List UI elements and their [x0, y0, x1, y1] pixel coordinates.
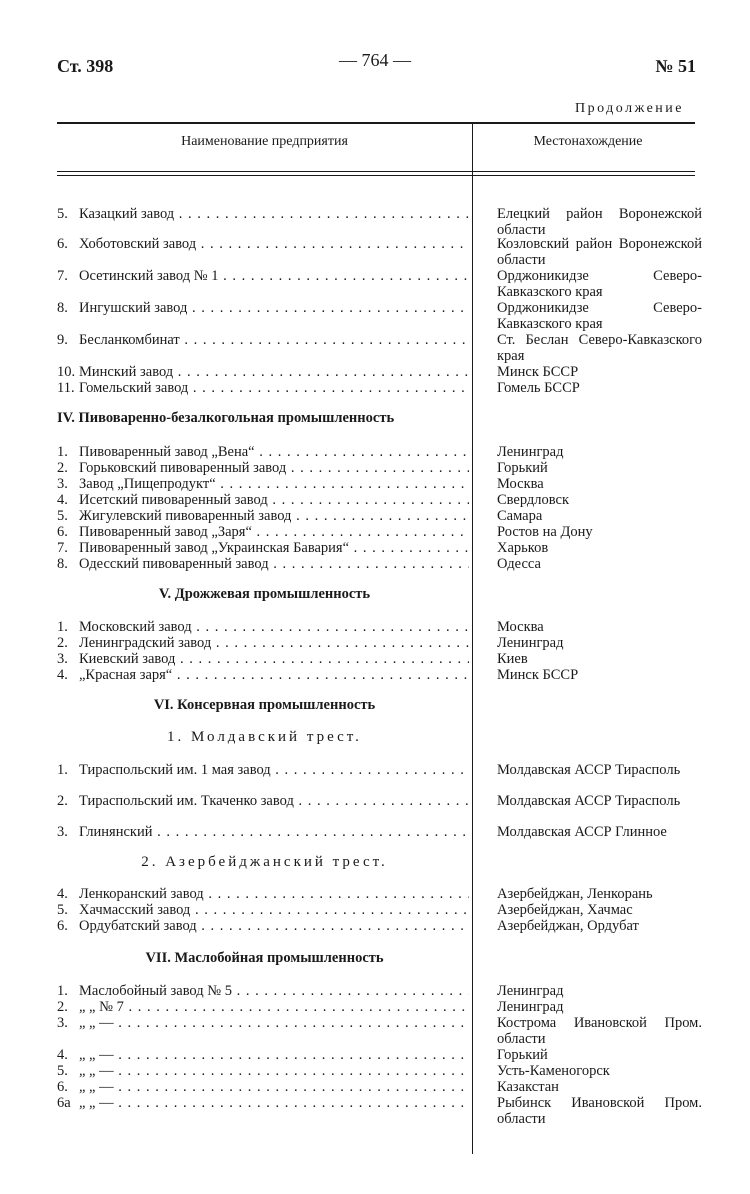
- enterprise-location: Москва: [497, 476, 544, 492]
- enterprise-name: Ордубатский завод: [79, 918, 197, 934]
- enterprise-location: Казакстан: [497, 1079, 559, 1095]
- enterprise-name: Казацкий завод: [79, 206, 175, 222]
- enterprise-location: Горький: [497, 460, 548, 476]
- section-heading: VII. Маслобойная промышленность: [145, 950, 384, 966]
- enterprise-name: Осетинский завод № 1: [79, 268, 219, 284]
- enterprise-location: Рыбинск Ивановской Пром. области: [497, 1095, 702, 1127]
- enterprise-location: Азербейджан, Ленкорань: [497, 886, 653, 902]
- enterprise-location: Кострома Ивановской Пром. области: [497, 1015, 702, 1047]
- enterprise-location: Ленинград: [497, 635, 564, 651]
- enterprise-name: Пивоваренный завод „Вена“: [79, 444, 255, 460]
- page-number: — 764 —: [339, 50, 411, 70]
- enterprise-name: Гомельский завод: [79, 380, 189, 396]
- enterprise-name: „ „ —: [79, 1047, 114, 1063]
- enterprise-location: Гомель БССР: [497, 380, 580, 396]
- section-heading: IV. Пивоваренно-безалкогольная промышленность: [57, 410, 395, 426]
- enterprise-name: Киевский завод: [79, 651, 176, 667]
- enterprise-location: Молдавская АССР Глинное: [497, 824, 667, 840]
- enterprise-location: Ленинград: [497, 999, 564, 1015]
- enterprise-name: Хоботовский завод: [79, 236, 197, 252]
- enterprise-name: Завод „Пищепродукт“: [79, 476, 216, 492]
- enterprise-name: Одесский пивоваренный завод: [79, 556, 269, 572]
- enterprise-location: Азербейджан, Хачмас: [497, 902, 633, 918]
- enterprise-name: „ „ —: [79, 1095, 114, 1111]
- enterprise-name: Ленкоранский завод: [79, 886, 204, 902]
- statute-number: Ст. 398: [57, 56, 114, 76]
- enterprise-location: Одесса: [497, 556, 541, 572]
- column-header-location: Местонахождение: [533, 134, 643, 149]
- enterprise-location: Орджоникидзе Северо-Кавказского края: [497, 268, 702, 300]
- enterprise-location: Свердловск: [497, 492, 570, 508]
- enterprise-location: Ленинград: [497, 444, 564, 460]
- column-divider: [472, 124, 473, 1154]
- enterprise-location: Ростов на Дону: [497, 524, 593, 540]
- enterprise-location: Минск БССР: [497, 364, 579, 380]
- page-header: [0, 50, 750, 80]
- enterprise-name: Горьковский пивоваренный завод: [79, 460, 287, 476]
- enterprise-location: Ленинград: [497, 983, 564, 999]
- header-bottom-rule-2: [57, 175, 695, 176]
- enterprise-name: Ленинградский завод: [79, 635, 212, 651]
- enterprise-name: Пивоваренный завод „Заря“: [79, 524, 252, 540]
- enterprise-location: Елецкий район Воронежской области: [497, 206, 702, 238]
- enterprise-name: Глинянский: [79, 824, 153, 840]
- enterprise-location: Самара: [497, 508, 543, 524]
- enterprise-location: Минск БССР: [497, 667, 579, 683]
- section-heading: V. Дрожжевая промышленность: [158, 586, 371, 602]
- enterprise-location: Козловский район Воронежской области: [497, 236, 702, 268]
- enterprise-location: Москва: [497, 619, 544, 635]
- continuation-label: Продолжение: [574, 101, 684, 116]
- enterprise-name: „ „ —: [79, 1063, 114, 1079]
- enterprise-location: Орджоникидзе Северо-Кавказского края: [497, 300, 702, 332]
- section-heading: VI. Консервная промышленность: [153, 697, 376, 713]
- enterprise-name: Маслобойный завод № 5: [79, 983, 232, 999]
- enterprise-location: Ст. Беслан Северо-Кавказского края: [497, 332, 702, 364]
- subsection-heading: 1. Молдавский трест.: [167, 729, 362, 745]
- enterprise-location: Молдавская АССР Тирасполь: [497, 762, 681, 778]
- enterprise-name: Московский завод: [79, 619, 192, 635]
- enterprise-name: Жигулевский пивоваренный завод: [79, 508, 292, 524]
- enterprise-name: Тираспольский им. 1 мая завод: [79, 762, 271, 778]
- enterprise-name: Пивоваренный завод „Украинская Бавария“: [79, 540, 350, 556]
- issue-number: № 51: [655, 56, 696, 76]
- enterprise-location: Киев: [497, 651, 528, 667]
- enterprise-name: „ „ № 7: [79, 999, 124, 1015]
- enterprise-location: Харьков: [497, 540, 549, 556]
- enterprise-name: „ „ —: [79, 1015, 114, 1031]
- enterprise-name: „ „ —: [79, 1079, 114, 1095]
- subsection-heading: 2. Азербейджанский трест.: [141, 854, 388, 870]
- header-bottom-rule: [57, 171, 695, 172]
- enterprise-name: Хачмасский завод: [79, 902, 191, 918]
- enterprise-location: Молдавская АССР Тирасполь: [497, 793, 681, 809]
- enterprise-name: Исетский пивоваренный завод: [79, 492, 268, 508]
- enterprise-name: Ингушский завод: [79, 300, 188, 316]
- table-top-rule: [57, 122, 695, 124]
- column-header-name: Наименование предприятия: [181, 134, 348, 149]
- enterprise-location: Азербейджан, Ордубат: [497, 918, 639, 934]
- enterprise-location: Усть-Каменогорск: [497, 1063, 610, 1079]
- enterprise-location: Горький: [497, 1047, 548, 1063]
- enterprise-name: „Красная заря“: [79, 667, 173, 683]
- enterprise-name: Тираспольский им. Ткаченко завод: [79, 793, 294, 809]
- enterprise-name: Минский завод: [79, 364, 174, 380]
- enterprise-name: Бесланкомбинат: [79, 332, 180, 348]
